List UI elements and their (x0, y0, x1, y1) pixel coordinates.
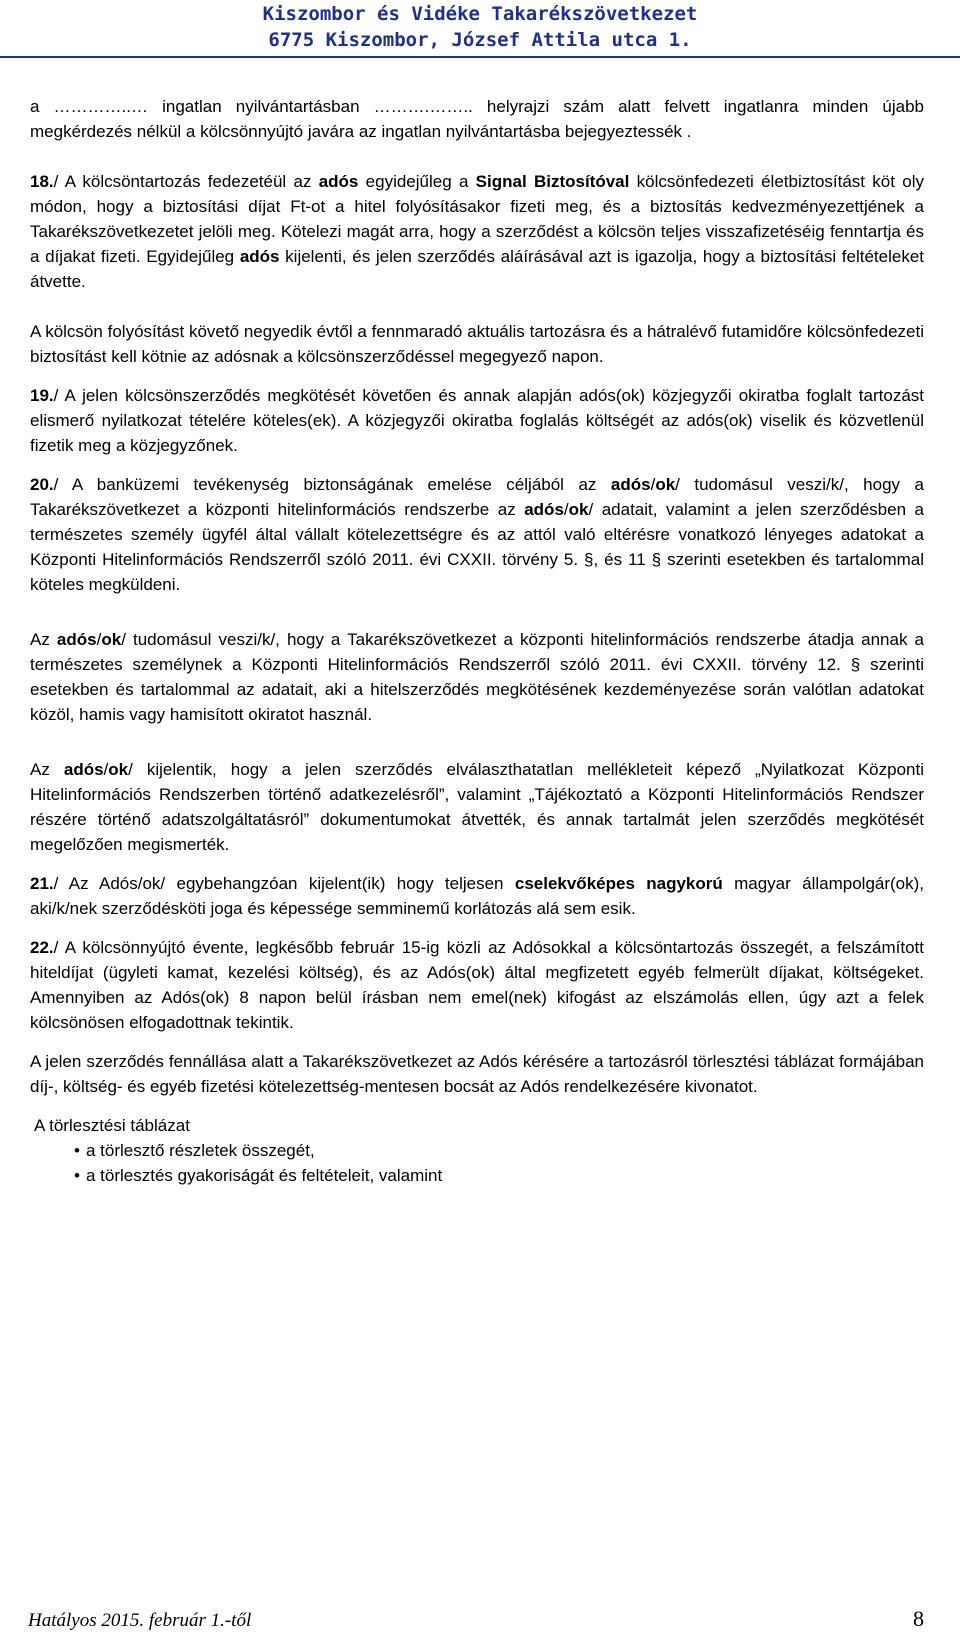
section-number: 18. (30, 172, 54, 191)
list-item (30, 1163, 924, 1188)
paragraph-property-registration: a …………..… ingatlan nyilvántartásban ……….…….. helyrajzi szám alatt felvett ingatlanra minden újabb megkérdezés nélkül a kölcsönnyújtó javára az ingatlan nyilvántartásba bejegyeztessék . (30, 97, 924, 141)
bold-text: adós (63, 760, 104, 779)
text: / A kölcsöntartozás fedezetéül az (53, 172, 319, 191)
bold-text: ok (655, 475, 676, 494)
spacer (30, 144, 924, 169)
section-22 (30, 935, 924, 1035)
page-footer (28, 1600, 932, 1632)
section-18 (30, 169, 924, 294)
text: / (563, 500, 569, 519)
paragraph-credit-register-transfer (30, 627, 924, 727)
spacer (30, 1099, 924, 1113)
text: / Az Adós/ok/ egybehangzóan kijelent(ik) hogy teljesen (53, 874, 515, 893)
text: / A jelen kölcsönszerződés megkötését követően és annak alapján adós(ok) közjegyzői okiratba foglalt tartozást elismerő nyilatkozat tételére köteles(ek). A közjegyzői okiratba foglalás költségét az adós(ok) viselik és közvetlenül fizetik meg a közjegyzőnek. (30, 386, 924, 455)
text: / (103, 760, 109, 779)
section-20 (30, 472, 924, 597)
bold-text: adós (524, 500, 564, 519)
document-body (30, 94, 924, 1188)
section-number: 21. (30, 874, 54, 893)
bold-text: ok (101, 630, 122, 649)
paragraph-repayment-table: A jelen szerződés fennállása alatt a Takarékszövetkezet az Adós kérésére a tartozásról törlesztési táblázat formájában díj-, költség- és egyéb fizetési kötelezettség-mentesen bocsát az Adós rendelkezésére kivonatot. (30, 1052, 924, 1096)
section-number: 19. (30, 386, 54, 405)
spacer (30, 727, 924, 757)
text: / tudomásul veszi/k/, hogy a Takarékszövetkezet a központi hitelinformációs rendszerbe átadja annak a természetes személynek a Központi Hitelinformációs Rendszerről szóló 2011. évi CXXII. törvény 12. § szerinti esetekben és tartalommal az adatait, aki a hitelszerződés megkötésének kezdeményezése során valótlan adatokat közöl, hamis vagy hamisított okiratot használ. (30, 630, 924, 724)
list-item-text: a törlesztő részletek összegét, (86, 1141, 315, 1160)
text: Az (30, 760, 64, 779)
spacer (30, 857, 924, 871)
bold-text: Signal Biztosítóval (475, 172, 630, 191)
repayment-table-list (30, 1138, 924, 1188)
bullet-icon: • (74, 1141, 80, 1160)
section-number: 22. (30, 938, 54, 957)
text: / adatait, valamint a jelen szerződésben a természetes személy ügyfél által vállalt kötelezettségre és az attól való eltérésre vonatkozó lényeges adatokat a Központi Hitelinformációs Rendszerről szóló 2011. évi CXXII. törvény 5. §, és 11 § szerinti esetekben és tartalommal köteles megküldeni. (30, 500, 924, 594)
section-number: 20. (30, 475, 54, 494)
spacer (30, 1035, 924, 1049)
header-divider (0, 56, 960, 58)
spacer (30, 458, 924, 472)
effective-date: Hatályos 2015. február 1.-től (28, 1610, 252, 1631)
page-number: 8 (913, 1606, 924, 1631)
text: kölcsönfedezeti életbiztosítást köt oly módon, hogy a biztosítási díjat Ft-ot a hitel folyósításakor fizeti meg, és a biztosítás kedvezményezettjének a Takarékszövetkezetet jelöli meg. Kötelezi magát arra, hogy a szerződést a kölcsön teljes visszafizetéséig fenntartja és a díjakat fizeti. Egyidejűleg (30, 172, 924, 266)
text: magyar állampolgár(ok), aki/k/nek szerződésköti joga és képessége semminemű korlátozás alá sem esik. (30, 874, 925, 918)
section-21 (30, 871, 924, 921)
list-item (30, 1138, 924, 1163)
text: / (650, 475, 656, 494)
bold-text: adós (56, 630, 97, 649)
spacer (30, 369, 924, 383)
bold-text: adós (239, 247, 280, 266)
section-19 (30, 383, 924, 458)
spacer (30, 294, 924, 319)
text: / (96, 630, 102, 649)
bold-text: cselekvőképes nagykorú (514, 874, 723, 893)
bold-text: adós (318, 172, 359, 191)
bold-text: adós (610, 475, 651, 494)
text: / A kölcsönnyújtó évente, legkésőbb február 15-ig közli az Adósokkal a kölcsöntartozás összegét, a felszámított hiteldíjat (ügyleti kamat, kezelési költség), és az Adós(ok) által megfizetett egyéb felmerült díjakat, költségeket. Amennyiben az Adós(ok) 8 napon belül írásban nem emel(nek) kifogást az elszámolás ellen, úgy azt a felek kölcsönösen elfogadottnak tekintik. (30, 938, 924, 1032)
bullet-icon: • (74, 1166, 80, 1185)
text: egyidejűleg a (358, 172, 476, 191)
institution-name: Kiszombor és Vidéke Takarékszövetkezet (262, 3, 698, 25)
text: / tudomásul veszi/k/, hogy a Takarékszövetkezet a központi hitelinformációs rendszerbe az (30, 475, 924, 519)
spacer (30, 597, 924, 627)
list-item-text: a törlesztés gyakoriságát és feltételeit, valamint (86, 1166, 443, 1185)
text: / A banküzemi tevékenység biztonságának emelése céljából az (53, 475, 611, 494)
spacer (30, 921, 924, 935)
text: / kijelentik, hogy a jelen szerződés elválaszthatatlan mellékleteit képező „Nyilatkozat Központi Hitelinformációs Rendszerben történő adatkezelésről”, valamint „Tájékoztató a Központi Hitelinformációs Rendszer részére történő adatszolgáltatásról” dokumentumokat átvették, és annak tartalmát jelen szerződés megkötését megelőzően megismerték. (30, 760, 925, 854)
bold-text: ok (108, 760, 129, 779)
institution-address: 6775 Kiszombor, József Attila utca 1. (268, 29, 692, 51)
list-lead: A törlesztési táblázat (34, 1116, 190, 1135)
bold-text: ok (568, 500, 589, 519)
paragraph-insurance-continuation: A kölcsön folyósítást követő negyedik évtől a fennmaradó aktuális tartozásra és a hátralévő futamidőre kölcsönfedezeti biztosítást kell kötnie az adósnak a kölcsönszerződéssel megegyező napon. (30, 322, 924, 366)
paragraph-annex-acknowledgement (30, 757, 924, 857)
text: Az (30, 630, 57, 649)
text: kijelenti, és jelen szerződés aláírásával azt is igazolja, hogy a biztosítási feltételeket átvette. (30, 247, 924, 291)
